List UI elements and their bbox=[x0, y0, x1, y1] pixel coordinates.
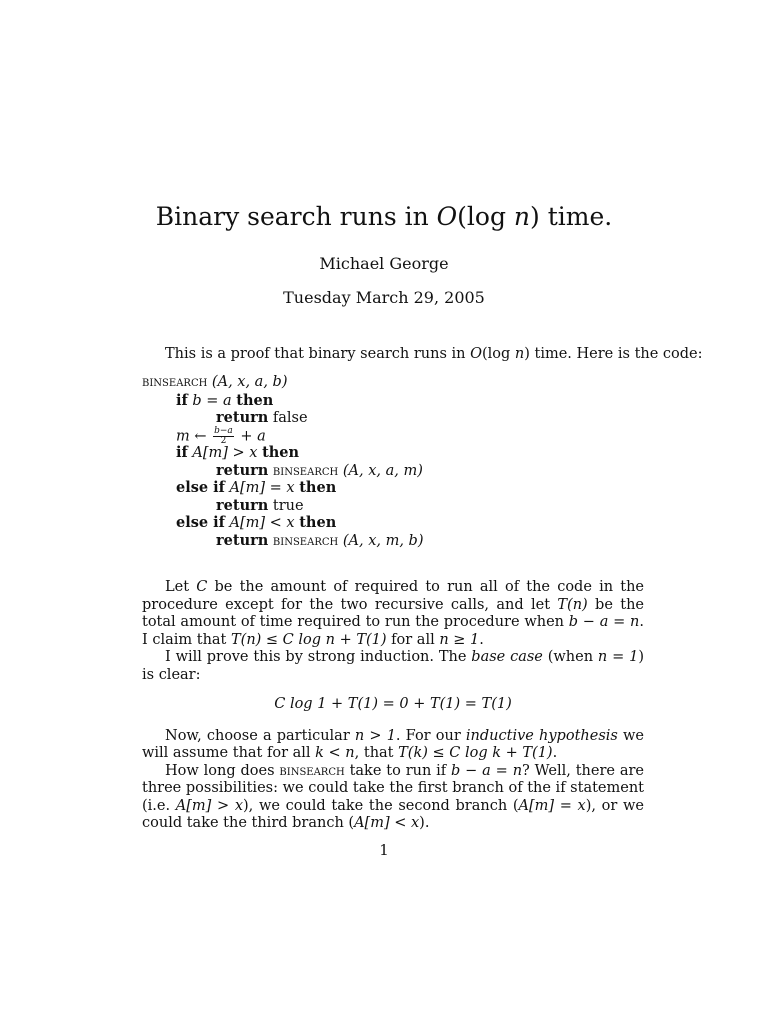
code-line-signature: binsearch (A, x, a, b) bbox=[142, 374, 288, 390]
code-line-if-greater: if A[m] > x then bbox=[176, 444, 300, 461]
paper-date: Tuesday March 29, 2005 bbox=[283, 288, 485, 307]
paragraph-possibilities: How long does binsearch take to run if b − a = n? Well, there are three possibilities: we could take the first branch of the if statement (i.e. A[m] > x), we could take the second branch (A[m] = x), or we could take the third branch (A[m] < x). bbox=[142, 762, 644, 831]
proof-body bbox=[142, 579, 644, 833]
code-line-return-call1: return binsearch (A, x, a, m) bbox=[216, 461, 423, 479]
title-math-log: (log bbox=[457, 202, 514, 231]
code-line-midpoint: m ← $\frac{b-a}{2}$ + a bbox=[176, 425, 266, 446]
code-line-return-call2: return binsearch (A, x, m, b) bbox=[216, 531, 424, 549]
paragraph-inductive-hypothesis: Now, choose a particular n > 1. For our inductive hypothesis we will assume that for all k < n, that T(k) ≤ C log k + T(1). bbox=[142, 727, 644, 761]
code-line-else-if-equal: else if A[m] = x then bbox=[176, 479, 337, 496]
title-text: Binary search runs in bbox=[155, 202, 437, 231]
paper-title bbox=[0, 201, 768, 233]
midpoint-fraction: $\frac{b-a}{2}$ bbox=[214, 425, 233, 446]
author-name: Michael George bbox=[319, 254, 449, 273]
code-line-return-true: return true bbox=[216, 496, 304, 514]
display-equation: C log 1 + T(1) = 0 + T(1) = T(1) bbox=[274, 696, 512, 712]
page-number: 1 bbox=[379, 841, 389, 859]
paragraph-base-case: I will prove this by strong induction. The base case (when n = 1) is clear: bbox=[142, 649, 645, 683]
code-line-else-if-less: else if A[m] < x then bbox=[176, 514, 337, 531]
title-math-o: O bbox=[436, 202, 458, 231]
paragraph-definitions: Let C be the amount of required to run all of the code in the procedure except for the two recursive calls, and let T(n) be the total amount of time required to run the procedure when b − a = n. I claim that T(n) ≤ C log n + T(1) for all n ≥ 1. bbox=[142, 579, 645, 648]
code-line-if-base: if b = a then bbox=[176, 391, 274, 409]
code-line-return-false: return false bbox=[216, 409, 308, 426]
title-text-end: ) time. bbox=[530, 202, 613, 231]
pseudocode-block bbox=[142, 374, 424, 549]
title-math-n: n bbox=[513, 202, 531, 231]
intro-paragraph: This is a proof that binary search runs in O(log n) time. Here is the code: bbox=[165, 346, 703, 362]
